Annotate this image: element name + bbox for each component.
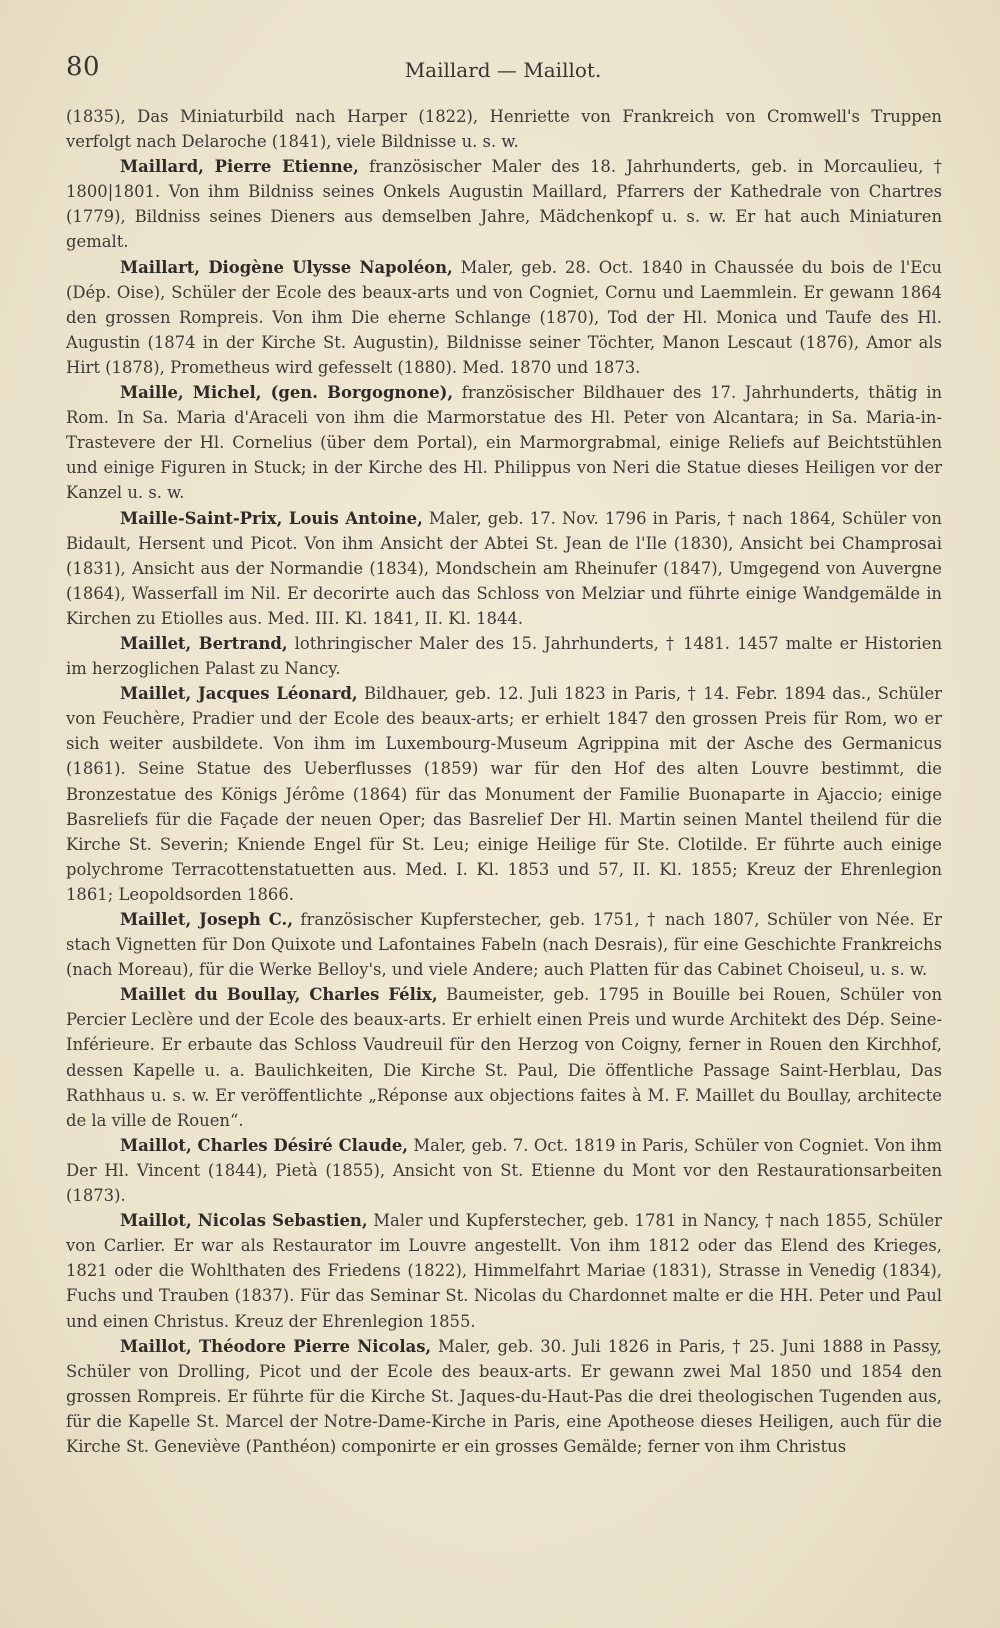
entry-text: französischer Kupferstecher, geb. 1751, † nach 1807, Schüler von Née. Er stach Vignetten für Don Quixote und Lafontaines Fabeln (nach Desrais), für eine Geschichte Frankreichs (nach Moreau), für die Werke Belloy's, und viele Andere; auch Platten für das Cabinet Choiseul, u. s. w. (66, 910, 943, 980)
entry-text: Maler und Kupferstecher, geb. 1781 in Nancy, † nach 1855, Schüler von Carlier. Er war als Restaurator im Louvre angestellt. Von ihm 1812 oder das Elend des Krieges, 1821 oder die Wohlthaten des Friedens (1822), Himmelfahrt Mariae (1831), Strasse in Venedig (1834), Fuchs und Trauben (1837). Für das Seminar St. Nicolas du Chardonnet malte er die HH. Peter und Paul und einen Christus. Kreuz der Ehrenlegion 1855. (66, 1211, 942, 1331)
entry-headword: Maillot, Charles Désiré Claude, (120, 1135, 408, 1155)
entry (66, 1208, 942, 1333)
entry (66, 681, 942, 907)
entry-headword: Maillet, Joseph C., (120, 910, 293, 929)
entry-headword: Maillard, Pierre Etienne, (120, 157, 359, 177)
continuation-paragraph: (1835), Das Miniaturbild nach Harper (1822), Henriette von Frankreich von Cromwell's Truppen verfolgt nach Delaroche (1841), viele Bildnisse u. s. w. (66, 107, 942, 152)
entry (66, 631, 942, 681)
entry (66, 1334, 942, 1459)
entry (66, 1133, 942, 1208)
page-number: 80 (66, 52, 101, 82)
entry-headword: Maille, Michel, (gen. Borgognone), (120, 383, 454, 403)
entry (66, 907, 942, 982)
entry-headword: Maille-Saint-Prix, Louis Antoine, (120, 508, 423, 528)
entry-text: französischer Bildhauer des 17. Jahrhunderts, thätig in Rom. In Sa. Maria d'Araceli von ihm die Marmorstatue des Hl. Peter von Alcantara; in Sa. Maria-in-Trastevere der Hl. Cornelius (über dem Portal), ein Marmorgrabmal, einige Reliefs auf Beichtstühlen und einige Figuren in Stuck; in der Kirche des Hl. Philippus von Neri die Statue dieses Heiligen vor der Kanzel u. s. w. (66, 383, 943, 503)
entry-headword: Maillet du Boullay, Charles Félix, (120, 985, 438, 1005)
entry (66, 255, 942, 380)
dictionary-text (66, 104, 942, 1459)
running-head (66, 52, 940, 92)
entry-text: Maler, geb. 17. Nov. 1796 in Paris, † nach 1864, Schüler von Bidault, Hersent und Picot. Von ihm Ansicht der Abtei St. Jean de l'Ile (1830), Ansicht bei Champrosai (1831), Ansicht aus der Normandie (1834), Mondschein am Rheinufer (1847), Umgegend von Auvergne (1864), Wasserfall im Nil. Er decorirte auch das Schloss von Melziar und führte einige Wandgemälde in Kirchen zu Etiolles aus. Med. III. Kl. 1841, II. Kl. 1844. (66, 508, 942, 628)
entry-headword: Maillot, Nicolas Sebastien, (120, 1211, 368, 1231)
entry-text: Maler, geb. 30. Juli 1826 in Paris, † 25. Juni 1888 in Passy, Schüler von Drolling, Picot und der Ecole des beaux-arts. Er gewann zwei Mal 1850 und 1854 den grossen Rompreis. Er führte für die Kirche St. Jaques-du-Haut-Pas die drei theologischen Tugenden aus, für die Kapelle St. Marcel der Notre-Dame-Kirche in Paris, eine Apotheose dieses Heiligen, auch für die Kirche St. Geneviève (Panthéon) componirte er ein grosses Gemälde; ferner von ihm Christus (66, 1336, 942, 1456)
entry-headword: Maillet, Bertrand, (120, 633, 288, 653)
entry-headword: Maillart, Diogène Ulysse Napoléon, (120, 257, 453, 277)
entry-text: französischer Maler des 18. Jahrhunderts, geb. in Morcaulieu, † 1800|1801. Von ihm Bildniss seines Onkels Augustin Maillard, Pfarrers der Kathedrale von Chartres (1779), Bildniss seines Dieners aus demselben Jahre, Mädchenkopf u. s. w. Er hat auch Miniaturen gemalt. (66, 157, 942, 252)
entry (66, 154, 942, 254)
entry (66, 982, 942, 1133)
entry-text: Maler, geb. 28. Oct. 1840 in Chaussée du bois de l'Ecu (Dép. Oise), Schüler der Ecole des beaux-arts und von Cogniet, Cornu und Laemmlein. Er gewann 1864 den grossen Rompreis. Von ihm Die eherne Schlange (1870), Tod der Hl. Monica und Taufe des Hl. Augustin (1874 in der Kirche St. Augustin), Bildnisse seiner Töchter, Manon Lescaut (1876), Amor als Hirt (1878), Prometheus wird gefesselt (1880). Med. 1870 und 1873. (66, 257, 942, 377)
entry (66, 380, 942, 505)
entry (66, 506, 942, 631)
entry-text: Maler, geb. 7. Oct. 1819 in Paris, Schüler von Cogniet. Von ihm Der Hl. Vincent (1844), Pietà (1855), Ansicht von St. Etienne du Mont vor den Restaurationsarbeiten (1873). (66, 1135, 942, 1206)
entry-text: lothringischer Maler des 15. Jahrhunderts, † 1481. 1457 malte er Historien im herzoglichen Palast zu Nancy. (66, 633, 943, 679)
entry-text: Bildhauer, geb. 12. Juli 1823 in Paris, † 14. Febr. 1894 das., Schüler von Feuchère, Pradier und der Ecole des beaux-arts; er erhielt 1847 den grossen Preis für Rom, wo er sich weiter ausbildete. Von ihm im Luxembourg-Museum Agrippina mit der Asche des Germanicus (1861). Seine Statue des Ueberflusses (1859) war für den Hof des alten Louvre bestimmt, die Bronzestatue des Königs Jérôme (1864) für das Monument der Familie Buonaparte in Ajaccio; einige Basreliefs für die Façade der neuen Oper; das Basrelief Der Hl. Martin seinen Mantel theilend für die Kirche St. Severin; Kniende Engel für St. Leu; einige Heilige für Ste. Clotilde. Er führte auch einige polychrome Terracottenstatuetten aus. Med. I. Kl. 1853 und 57, II. Kl. 1855; Kreuz der Ehrenlegion 1861; Leopoldsorden 1866. (66, 684, 942, 904)
entry-headword: Maillet, Jacques Léonard, (120, 684, 358, 704)
entry-text: Baumeister, geb. 1795 in Bouille bei Rouen, Schüler von Percier Leclère und der Ecole des beaux-arts. Er erhielt einen Preis und wurde Architekt des Dép. Seine-Inférieure. Er erbaute das Schloss Vaudreuil für den Herzog von Coigny, ferner in Rouen den Kirchhof, dessen Kapelle u. a. Baulichkeiten, Die Kirche St. Paul, Die öffentliche Passage Saint-Herblau, Das Rathhaus u. s. w. Er veröffentlichte „Réponse aux objections faites à M. F. Maillet du Boullay, architecte de la ville de Rouen“. (66, 985, 942, 1130)
entry-headword: Maillot, Théodore Pierre Nicolas, (120, 1336, 432, 1356)
running-title: Maillard — Maillot. (404, 58, 602, 82)
